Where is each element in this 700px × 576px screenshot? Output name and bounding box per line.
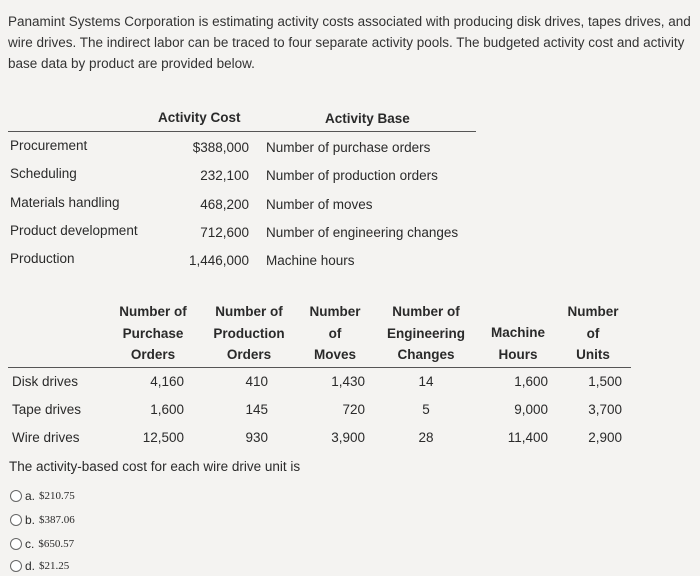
problem-intro: Panamint Systems Corporation is estimating activity costs associated with producing disk drives, tapes drives, and wire drives. The indirect labor can be traced to four separate activity pools. The budgeted activity cost and activity base data by product are provided below.: [8, 14, 691, 71]
activity-cost: 232,100: [200, 168, 249, 183]
activity-name: Procurement: [10, 138, 88, 153]
production-orders-value: 145: [245, 402, 268, 417]
production-orders-value: 410: [245, 374, 268, 389]
activity-base: Number of moves: [266, 197, 373, 212]
production-orders-value: 930: [245, 430, 268, 445]
engineering-changes-header: Number of Engineering Changes: [386, 304, 465, 362]
activity-base: Number of purchase orders: [266, 140, 431, 155]
purchase-orders-value: 4,160: [150, 374, 184, 389]
machine-hours-value: 1,600: [514, 374, 548, 389]
activity-cost-header: Activity Cost: [158, 110, 241, 125]
option-value: $387.06: [39, 514, 75, 526]
units-value: 3,700: [588, 402, 622, 417]
activity-cost: $388,000: [192, 140, 249, 155]
option-letter: a.: [25, 489, 36, 503]
purchase-orders-value: 1,600: [150, 402, 184, 417]
moves-value: 3,900: [331, 430, 365, 445]
option-letter: c.: [25, 537, 35, 551]
engineering-changes-value: 14: [418, 374, 434, 389]
engineering-changes-value: 28: [418, 430, 434, 445]
product-table-rule: [8, 367, 631, 368]
purchase-orders-header: Number of Purchase Orders: [119, 304, 187, 362]
product-name: Wire drives: [12, 430, 80, 445]
activity-base-header: Activity Base: [325, 111, 410, 126]
product-name: Disk drives: [12, 374, 79, 389]
activity-table-rule: [8, 131, 476, 132]
option-letter: b.: [25, 513, 36, 527]
machine-hours-value: 9,000: [514, 402, 548, 417]
radio-button[interactable]: [10, 538, 22, 550]
question-text: The activity-based cost for each wire drive unit is: [9, 459, 301, 474]
option-b[interactable]: [10, 513, 75, 527]
activity-name: Product development: [10, 223, 138, 238]
activity-base: Number of engineering changes: [266, 225, 459, 240]
machine-hours-value: 11,400: [507, 430, 548, 445]
option-value: $650.57: [38, 538, 75, 550]
purchase-orders-value: 12,500: [142, 430, 184, 445]
option-d[interactable]: [10, 559, 69, 573]
option-c[interactable]: [10, 537, 74, 551]
activity-name: Scheduling: [10, 166, 77, 181]
option-letter: d.: [25, 559, 36, 573]
production-orders-header: Number of Production Orders: [213, 304, 285, 362]
option-value: $21.25: [39, 560, 70, 572]
moves-header: Number of Moves: [309, 304, 361, 362]
activity-base: Machine hours: [266, 253, 355, 268]
radio-button[interactable]: [10, 490, 22, 502]
units-value: 2,900: [588, 430, 622, 445]
option-a[interactable]: [10, 489, 75, 503]
radio-button[interactable]: [10, 560, 22, 572]
activity-cost: 468,200: [200, 197, 249, 212]
activity-name: Materials handling: [10, 195, 120, 210]
activity-cost: 712,600: [200, 225, 249, 240]
product-name: Tape drives: [12, 402, 82, 417]
option-value: $210.75: [39, 490, 75, 502]
activity-cost: 1,446,000: [188, 253, 249, 268]
units-value: 1,500: [588, 374, 622, 389]
engineering-changes-value: 5: [422, 402, 430, 417]
machine-hours-header: Machine Hours: [490, 325, 545, 362]
radio-button[interactable]: [10, 514, 22, 526]
moves-value: 1,430: [331, 374, 365, 389]
activity-base: Number of production orders: [266, 168, 438, 183]
units-header: Number of Units: [567, 304, 619, 362]
moves-value: 720: [342, 402, 365, 417]
activity-name: Production: [10, 251, 75, 266]
